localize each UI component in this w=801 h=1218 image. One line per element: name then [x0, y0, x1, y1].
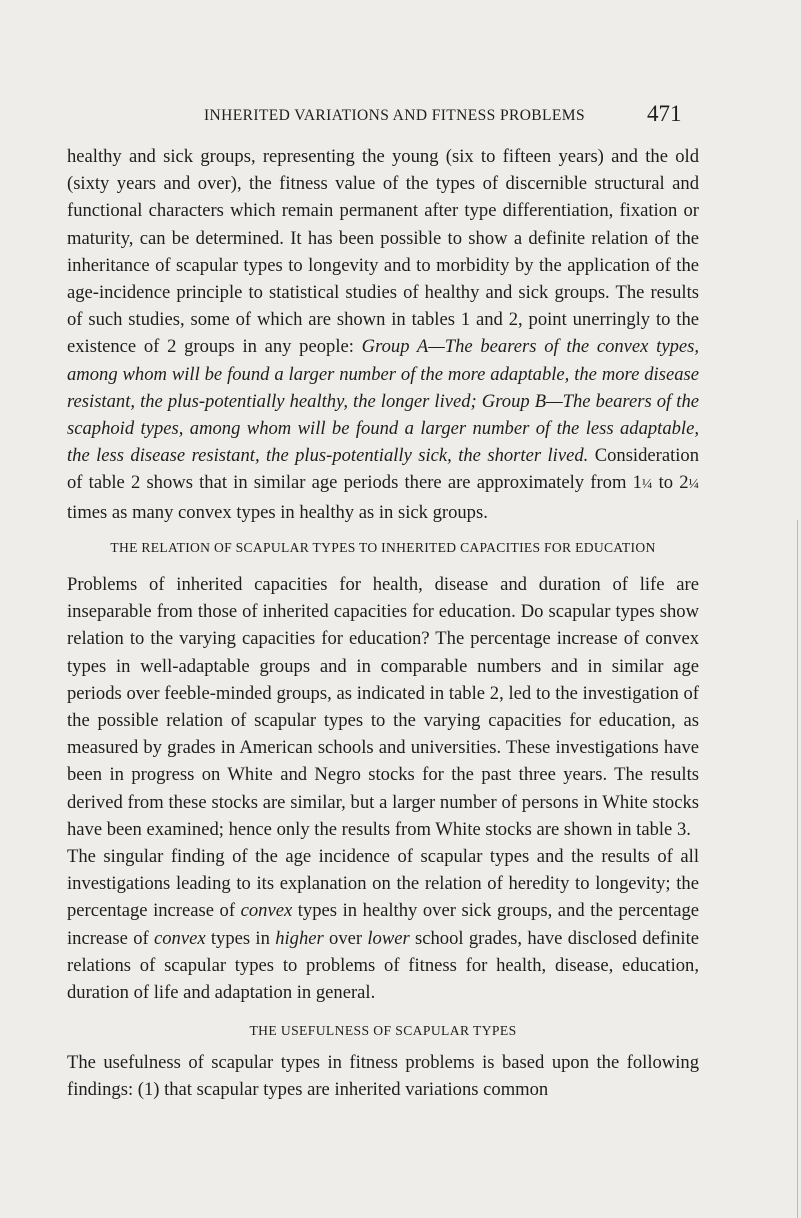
fraction: ¼ [641, 477, 653, 493]
paragraph-singular-finding: The singular finding of the age incidence of scapular types and the results of all investigations leading to its explanation on the relation of heredity to longevity; the percentage increase of convex types in healthy over sick groups, and the percentage increase of convex types in higher over lower school grades, have disclosed definite relations of scapular types to problems of fitness for health, disease, education, duration of life and adaptation in general. [67, 846, 699, 1004]
section-heading-education: THE RELATION OF SCAPULAR TYPES TO INHERITED CAPACITIES FOR EDUCATION [110, 540, 656, 555]
section-heading-usefulness: THE USEFULNESS OF SCAPULAR TYPES [249, 1023, 517, 1038]
paragraph-group-comparison: healthy and sick groups, representing the young (six to fifteen years) and the old (sixty years and over), the fitness value of the types of discernible structural and functional characters which remain permanent after type differentiation, fixation or maturity, can be determined. It has been possible to show a definite relation of the inheritance of scapular types to longevity and to morbidity by the application of the age-incidence principle to statistical studies of healthy and sick groups. The results of such studies, some of which are shown in tables 1 and 2, point unerringly to the existence of 2 groups in any people: Group A—The bearers of the convex types, among whom will be found a larger number of the more adaptable, the more disease resistant, the plus-potentially healthy, the longer lived; Group B—The bearers of the scaphoid types, among whom will be found a larger number of the less adaptable, the less disease resistant, the plus-potentially sick, the shorter lived. Consideration of table 2 shows that in similar age periods there are approximately from 1¼ to 2¼ times as many convex types in healthy as in sick groups. [67, 146, 700, 523]
page-header [0, 101, 801, 131]
group-definitions-italic: Group A—The bearers of the convex types, among whom will be found a larger number of the more adaptable, the more disease resistant, the plus-potentially healthy, the longer lived; Group B—The bearers of the scaphoid types, among whom will be found a larger number of the less adaptable, the less disease resistant, the plus-potentially sick, the shorter lived. [67, 336, 700, 467]
page-number: 471 [647, 101, 682, 126]
paragraph-usefulness: The usefulness of scapular types in fitness problems is based upon the following findings: (1) that scapular types are inherited variations common [67, 1052, 699, 1101]
paragraph-education: Problems of inherited capacities for health, disease and duration of life are inseparable from those of inherited capacities for education. Do scapular types show relation to the varying capacities for education? The percentage increase of convex types in well-adaptable groups and in comparable numbers and in similar age periods over feeble-minded groups, as indicated in table 2, led to the investigation of the possible relation of scapular types to the varying capacities for education, as measured by grades in American schools and universities. These investigations have been in progress on White and Negro stocks for the past three years. The results derived from these stocks are similar, but a larger number of persons in White stocks have been examined; hence only the results from White stocks are shown in table 3. The singular finding of the age incidence of scapular types and the results of all investigations leading to its explanation on the relation of heredity to longevity; the percentage increase of convex types in healthy over sick groups, and the percentage increase of convex types in higher over lower school grades, have disclosed definite relations of scapular types to problems of fitness for health, disease, education, duration of life and adaptation in general. [67, 571, 699, 1006]
fraction: ¼ [688, 477, 699, 493]
page-edge-shadow [797, 520, 798, 1218]
running-title: INHERITED VARIATIONS AND FITNESS PROBLEMS [204, 107, 585, 124]
